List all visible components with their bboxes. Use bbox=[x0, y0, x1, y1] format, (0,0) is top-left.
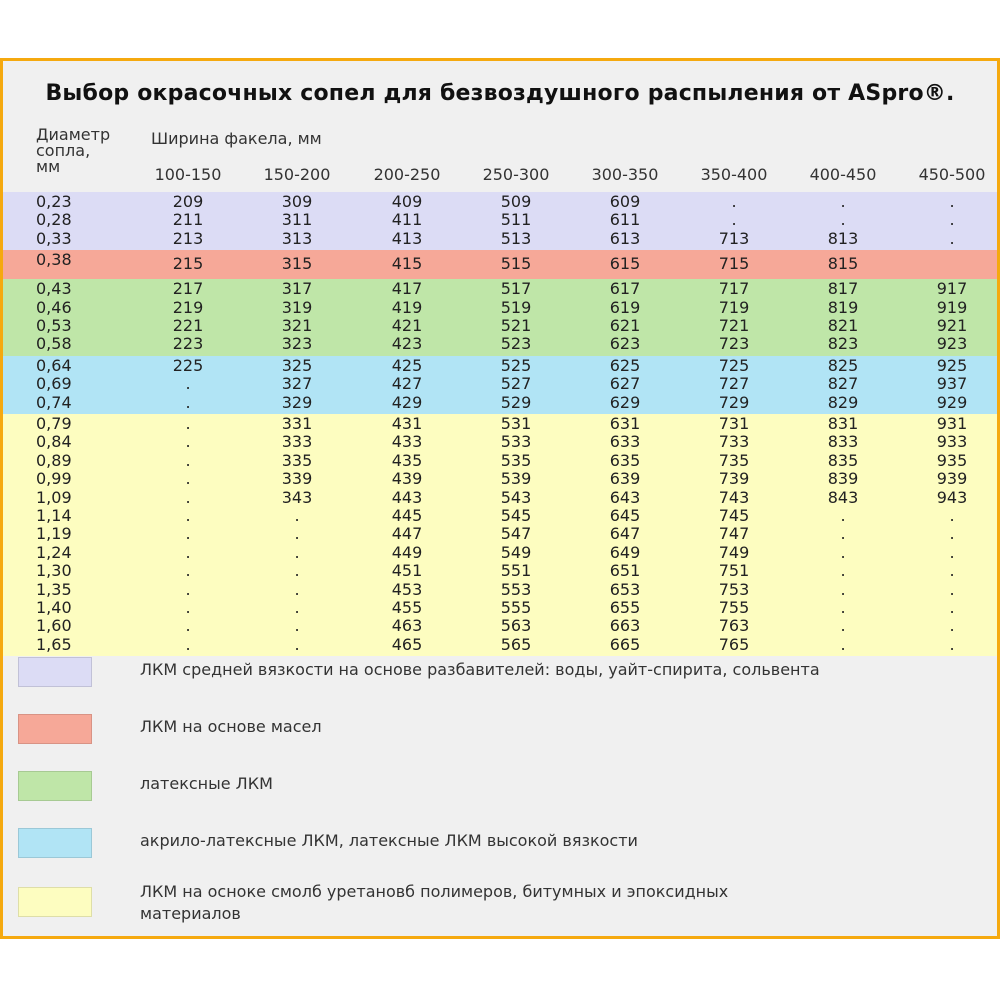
nozzle-code: 531 bbox=[500, 414, 532, 433]
nozzle-code: 665 bbox=[609, 634, 641, 654]
nozzle-code: 431 bbox=[391, 414, 423, 433]
nozzle-diameter: 0,46 bbox=[36, 297, 72, 317]
nozzle-diameter: 1,24 bbox=[36, 542, 72, 562]
nozzle-diameter: 1,19 bbox=[36, 524, 72, 544]
nozzle-code: 743 bbox=[718, 487, 750, 507]
column-header: 100-150 bbox=[154, 165, 222, 184]
nozzle-code: 931 bbox=[936, 414, 968, 433]
nozzle-code: 839 bbox=[827, 469, 859, 489]
nozzle-code: . bbox=[949, 634, 955, 654]
nozzle-code: . bbox=[840, 506, 846, 525]
nozzle-code: 553 bbox=[500, 579, 532, 599]
nozzle-code: 923 bbox=[936, 334, 968, 354]
nozzle-code: 311 bbox=[281, 210, 313, 230]
nozzle-code: . bbox=[185, 506, 191, 525]
nozzle-code: 433 bbox=[391, 432, 423, 452]
nozzle-code: . bbox=[840, 579, 846, 599]
nozzle-code: . bbox=[840, 616, 846, 636]
nozzle-code: . bbox=[731, 192, 737, 211]
legend-swatch bbox=[18, 887, 92, 917]
nozzle-code: 547 bbox=[500, 524, 532, 544]
nozzle-code: 763 bbox=[718, 616, 750, 636]
nozzle-code: . bbox=[949, 228, 955, 248]
nozzle-code: . bbox=[949, 506, 955, 525]
nozzle-code: 943 bbox=[936, 487, 968, 507]
nozzle-diameter: 1,60 bbox=[36, 616, 72, 636]
nozzle-code: 611 bbox=[609, 210, 641, 230]
diameter-header-line: мм bbox=[36, 157, 61, 176]
nozzle-code: 825 bbox=[827, 355, 859, 375]
nozzle-code: 917 bbox=[936, 279, 968, 299]
nozzle-code: 417 bbox=[391, 279, 423, 299]
nozzle-code: 427 bbox=[391, 374, 423, 394]
nozzle-diameter: 0,84 bbox=[36, 432, 72, 452]
nozzle-code: . bbox=[185, 634, 191, 654]
nozzle-code: 423 bbox=[391, 334, 423, 354]
nozzle-code: 555 bbox=[500, 598, 532, 617]
nozzle-code: . bbox=[294, 634, 300, 654]
nozzle-code: . bbox=[185, 579, 191, 599]
nozzle-code: 221 bbox=[172, 316, 204, 335]
nozzle-code: 317 bbox=[281, 279, 313, 299]
nozzle-code: 823 bbox=[827, 334, 859, 354]
nozzle-code: . bbox=[840, 561, 846, 581]
nozzle-code: . bbox=[185, 450, 191, 470]
nozzle-code: 623 bbox=[609, 334, 641, 354]
nozzle-code: 335 bbox=[281, 450, 313, 470]
nozzle-code: 413 bbox=[391, 228, 423, 248]
nozzle-diameter: 1,40 bbox=[36, 598, 72, 617]
nozzle-diameter: 0,43 bbox=[36, 279, 72, 299]
nozzle-code: 329 bbox=[281, 392, 313, 412]
nozzle-code: 733 bbox=[718, 432, 750, 452]
nozzle-diameter: 0,69 bbox=[36, 374, 72, 394]
nozzle-code: . bbox=[294, 561, 300, 581]
nozzle-code: . bbox=[185, 469, 191, 489]
legend-swatch bbox=[18, 828, 92, 858]
nozzle-code: 455 bbox=[391, 598, 423, 617]
nozzle-code: 631 bbox=[609, 414, 641, 433]
nozzle-code: 829 bbox=[827, 392, 859, 412]
nozzle-code: 543 bbox=[500, 487, 532, 507]
column-header: 450-500 bbox=[918, 165, 986, 184]
nozzle-code: 629 bbox=[609, 392, 641, 412]
nozzle-code: 713 bbox=[718, 228, 750, 248]
nozzle-code: . bbox=[731, 210, 737, 230]
nozzle-code: 835 bbox=[827, 450, 859, 470]
nozzle-code: . bbox=[294, 542, 300, 562]
nozzle-code: 409 bbox=[391, 192, 423, 211]
nozzle-code: 635 bbox=[609, 450, 641, 470]
nozzle-code: 449 bbox=[391, 542, 423, 562]
nozzle-code: 639 bbox=[609, 469, 641, 489]
nozzle-code: 525 bbox=[500, 355, 532, 375]
diameter-header bbox=[36, 127, 110, 175]
nozzle-code: 215 bbox=[172, 254, 204, 274]
nozzle-code: 715 bbox=[718, 254, 750, 274]
nozzle-code: . bbox=[949, 579, 955, 599]
nozzle-diameter: 1,09 bbox=[36, 487, 72, 507]
legend-label: ЛКМ средней вязкости на основе разбавителей: воды, уайт-спирита, сольвента bbox=[140, 660, 820, 679]
nozzle-code: . bbox=[185, 374, 191, 394]
nozzle-code: 325 bbox=[281, 355, 313, 375]
nozzle-code: . bbox=[949, 192, 955, 211]
nozzle-code: 655 bbox=[609, 598, 641, 617]
nozzle-code: . bbox=[294, 598, 300, 617]
nozzle-code: 921 bbox=[936, 316, 968, 335]
column-header: 400-450 bbox=[809, 165, 877, 184]
nozzle-code: 747 bbox=[718, 524, 750, 544]
nozzle-code: 745 bbox=[718, 506, 750, 525]
legend-label: ЛКМ на осноке смолб уретановб полимеров, битумных и эпоксидных материалов bbox=[140, 882, 729, 923]
nozzle-code: . bbox=[185, 561, 191, 581]
nozzle-code: 511 bbox=[500, 210, 532, 230]
legend-label: латексные ЛКМ bbox=[140, 774, 273, 793]
column-header: 350-400 bbox=[700, 165, 768, 184]
nozzle-code: 663 bbox=[609, 616, 641, 636]
nozzle-diameter: 0,89 bbox=[36, 450, 72, 470]
nozzle-code: 649 bbox=[609, 542, 641, 562]
nozzle-code: 727 bbox=[718, 374, 750, 394]
nozzle-code: 411 bbox=[391, 210, 423, 230]
nozzle-code: . bbox=[185, 414, 191, 433]
nozzle-code: . bbox=[185, 392, 191, 412]
nozzle-code: 929 bbox=[936, 392, 968, 412]
nozzle-code: 615 bbox=[609, 254, 641, 274]
nozzle-code: 315 bbox=[281, 254, 313, 274]
nozzle-code: 625 bbox=[609, 355, 641, 375]
nozzle-code: 621 bbox=[609, 316, 641, 335]
nozzle-code: 813 bbox=[827, 228, 859, 248]
nozzle-diameter: 0,74 bbox=[36, 392, 72, 412]
legend-swatch bbox=[18, 771, 92, 801]
nozzle-code: 523 bbox=[500, 334, 532, 354]
nozzle-code: 735 bbox=[718, 450, 750, 470]
nozzle-code: 217 bbox=[172, 279, 204, 299]
nozzle-code: 533 bbox=[500, 432, 532, 452]
spray-width-header: Ширина факела, мм bbox=[151, 129, 322, 148]
nozzle-code: 343 bbox=[281, 487, 313, 507]
nozzle-diameter: 0,38 bbox=[36, 250, 72, 270]
nozzle-code: . bbox=[185, 542, 191, 562]
page-title: Выбор окрасочных сопел для безвоздушного распыления от ASpro®. bbox=[45, 81, 955, 106]
legend-label: ЛКМ на основе масел bbox=[140, 717, 322, 736]
nozzle-code: 749 bbox=[718, 542, 750, 562]
legend-swatch bbox=[18, 714, 92, 744]
nozzle-code: 545 bbox=[500, 506, 532, 525]
nozzle-code: 443 bbox=[391, 487, 423, 507]
nozzle-code: 465 bbox=[391, 634, 423, 654]
legend-label: акрило-латексные ЛКМ, латексные ЛКМ высокой вязкости bbox=[140, 831, 638, 850]
nozzle-code: 535 bbox=[500, 450, 532, 470]
nozzle-code: . bbox=[840, 524, 846, 544]
nozzle-code: 551 bbox=[500, 561, 532, 581]
nozzle-code: 445 bbox=[391, 506, 423, 525]
nozzle-code: . bbox=[840, 542, 846, 562]
nozzle-code: 565 bbox=[500, 634, 532, 654]
nozzle-diameter: 0,23 bbox=[36, 192, 72, 211]
nozzle-code: . bbox=[185, 487, 191, 507]
nozzle-code: 327 bbox=[281, 374, 313, 394]
nozzle-code: 617 bbox=[609, 279, 641, 299]
nozzle-diameter: 0,99 bbox=[36, 469, 72, 489]
column-header: 150-200 bbox=[263, 165, 331, 184]
nozzle-code: 529 bbox=[500, 392, 532, 412]
nozzle-diameter: 1,30 bbox=[36, 561, 72, 581]
nozzle-code: 721 bbox=[718, 316, 750, 335]
nozzle-diameter: 1,35 bbox=[36, 579, 72, 599]
nozzle-code: 609 bbox=[609, 192, 641, 211]
nozzle-code: 939 bbox=[936, 469, 968, 489]
nozzle-code: 619 bbox=[609, 297, 641, 317]
nozzle-code: 819 bbox=[827, 297, 859, 317]
nozzle-code: 451 bbox=[391, 561, 423, 581]
nozzle-code: 563 bbox=[500, 616, 532, 636]
nozzle-code: 419 bbox=[391, 297, 423, 317]
nozzle-code: . bbox=[185, 524, 191, 544]
nozzle-code: 739 bbox=[718, 469, 750, 489]
nozzle-diameter: 0,64 bbox=[36, 355, 72, 375]
nozzle-code: . bbox=[294, 524, 300, 544]
nozzle-code: . bbox=[949, 210, 955, 230]
nozzle-code: 723 bbox=[718, 334, 750, 354]
nozzle-code: 463 bbox=[391, 616, 423, 636]
nozzle-code: 843 bbox=[827, 487, 859, 507]
nozzle-code: 309 bbox=[281, 192, 313, 211]
nozzle-code: 219 bbox=[172, 297, 204, 317]
nozzle-code: 223 bbox=[172, 334, 204, 354]
nozzle-code: 933 bbox=[936, 432, 968, 452]
nozzle-code: . bbox=[185, 616, 191, 636]
nozzle-code: . bbox=[185, 432, 191, 452]
nozzle-code: 519 bbox=[500, 297, 532, 317]
nozzle-diameter: 0,53 bbox=[36, 316, 72, 335]
nozzle-code: 549 bbox=[500, 542, 532, 562]
column-header: 300-350 bbox=[591, 165, 659, 184]
nozzle-code: 225 bbox=[172, 355, 204, 375]
nozzle-diameter: 0,28 bbox=[36, 210, 72, 230]
nozzle-code: 645 bbox=[609, 506, 641, 525]
nozzle-code: 439 bbox=[391, 469, 423, 489]
nozzle-code: 821 bbox=[827, 316, 859, 335]
nozzle-code: 731 bbox=[718, 414, 750, 433]
nozzle-code: 753 bbox=[718, 579, 750, 599]
legend-swatch bbox=[18, 657, 92, 687]
nozzle-code: 321 bbox=[281, 316, 313, 335]
nozzle-code: . bbox=[294, 616, 300, 636]
nozzle-code: 925 bbox=[936, 355, 968, 375]
nozzle-code: . bbox=[840, 210, 846, 230]
nozzle-code: . bbox=[949, 524, 955, 544]
nozzle-code: . bbox=[840, 192, 846, 211]
column-header: 200-250 bbox=[373, 165, 441, 184]
nozzle-code: 717 bbox=[718, 279, 750, 299]
nozzle-code: 517 bbox=[500, 279, 532, 299]
nozzle-code: 521 bbox=[500, 316, 532, 335]
nozzle-code: . bbox=[840, 634, 846, 654]
nozzle-code: 633 bbox=[609, 432, 641, 452]
nozzle-code: 323 bbox=[281, 334, 313, 354]
nozzle-diameter: 0,79 bbox=[36, 414, 72, 433]
nozzle-code: 429 bbox=[391, 392, 423, 412]
nozzle-code: 313 bbox=[281, 228, 313, 248]
nozzle-code: 831 bbox=[827, 414, 859, 433]
nozzle-code: 765 bbox=[718, 634, 750, 654]
nozzle-code: . bbox=[949, 616, 955, 636]
nozzle-code: 415 bbox=[391, 254, 423, 274]
nozzle-code: 213 bbox=[172, 228, 204, 248]
nozzle-code: . bbox=[185, 598, 191, 617]
nozzle-code: 729 bbox=[718, 392, 750, 412]
nozzle-code: 435 bbox=[391, 450, 423, 470]
nozzle-code: 339 bbox=[281, 469, 313, 489]
nozzle-code: 333 bbox=[281, 432, 313, 452]
nozzle-code: 755 bbox=[718, 598, 750, 617]
nozzle-code: 651 bbox=[609, 561, 641, 581]
nozzle-code: . bbox=[949, 561, 955, 581]
nozzle-code: 425 bbox=[391, 355, 423, 375]
nozzle-code: 653 bbox=[609, 579, 641, 599]
nozzle-code: 211 bbox=[172, 210, 204, 230]
nozzle-diameter: 1,14 bbox=[36, 506, 72, 525]
nozzle-code: 827 bbox=[827, 374, 859, 394]
nozzle-code: 509 bbox=[500, 192, 532, 211]
nozzle-code: . bbox=[294, 506, 300, 525]
nozzle-code: 515 bbox=[500, 254, 532, 274]
nozzle-code: 725 bbox=[718, 355, 750, 375]
nozzle-code: 647 bbox=[609, 524, 641, 544]
nozzle-code: . bbox=[949, 598, 955, 617]
nozzle-code: 421 bbox=[391, 316, 423, 335]
nozzle-code: 937 bbox=[936, 374, 968, 394]
nozzle-code: 719 bbox=[718, 297, 750, 317]
nozzle-code: 817 bbox=[827, 279, 859, 299]
nozzle-code: 613 bbox=[609, 228, 641, 248]
nozzle-code: . bbox=[949, 542, 955, 562]
nozzle-code: . bbox=[294, 579, 300, 599]
nozzle-code: 627 bbox=[609, 374, 641, 394]
nozzle-code: 833 bbox=[827, 432, 859, 452]
column-header: 250-300 bbox=[482, 165, 550, 184]
nozzle-code: 527 bbox=[500, 374, 532, 394]
nozzle-code: . bbox=[840, 598, 846, 617]
nozzle-diameter: 1,65 bbox=[36, 634, 72, 654]
nozzle-code: 919 bbox=[936, 297, 968, 317]
nozzle-diameter: 0,58 bbox=[36, 334, 72, 354]
nozzle-code: 453 bbox=[391, 579, 423, 599]
nozzle-code: 331 bbox=[281, 414, 313, 433]
nozzle-code: 643 bbox=[609, 487, 641, 507]
nozzle-code: 935 bbox=[936, 450, 968, 470]
nozzle-chart-panel bbox=[0, 58, 1000, 939]
nozzle-code: 319 bbox=[281, 297, 313, 317]
nozzle-diameter: 0,33 bbox=[36, 228, 72, 248]
nozzle-code: 539 bbox=[500, 469, 532, 489]
nozzle-code: 815 bbox=[827, 254, 859, 274]
diameter-header-line: Диаметр bbox=[36, 125, 111, 144]
diameter-header-line: сопла, bbox=[36, 141, 91, 160]
nozzle-code: 751 bbox=[718, 561, 750, 581]
nozzle-code: 447 bbox=[391, 524, 423, 544]
nozzle-code: 209 bbox=[172, 192, 204, 211]
nozzle-code: 513 bbox=[500, 228, 532, 248]
